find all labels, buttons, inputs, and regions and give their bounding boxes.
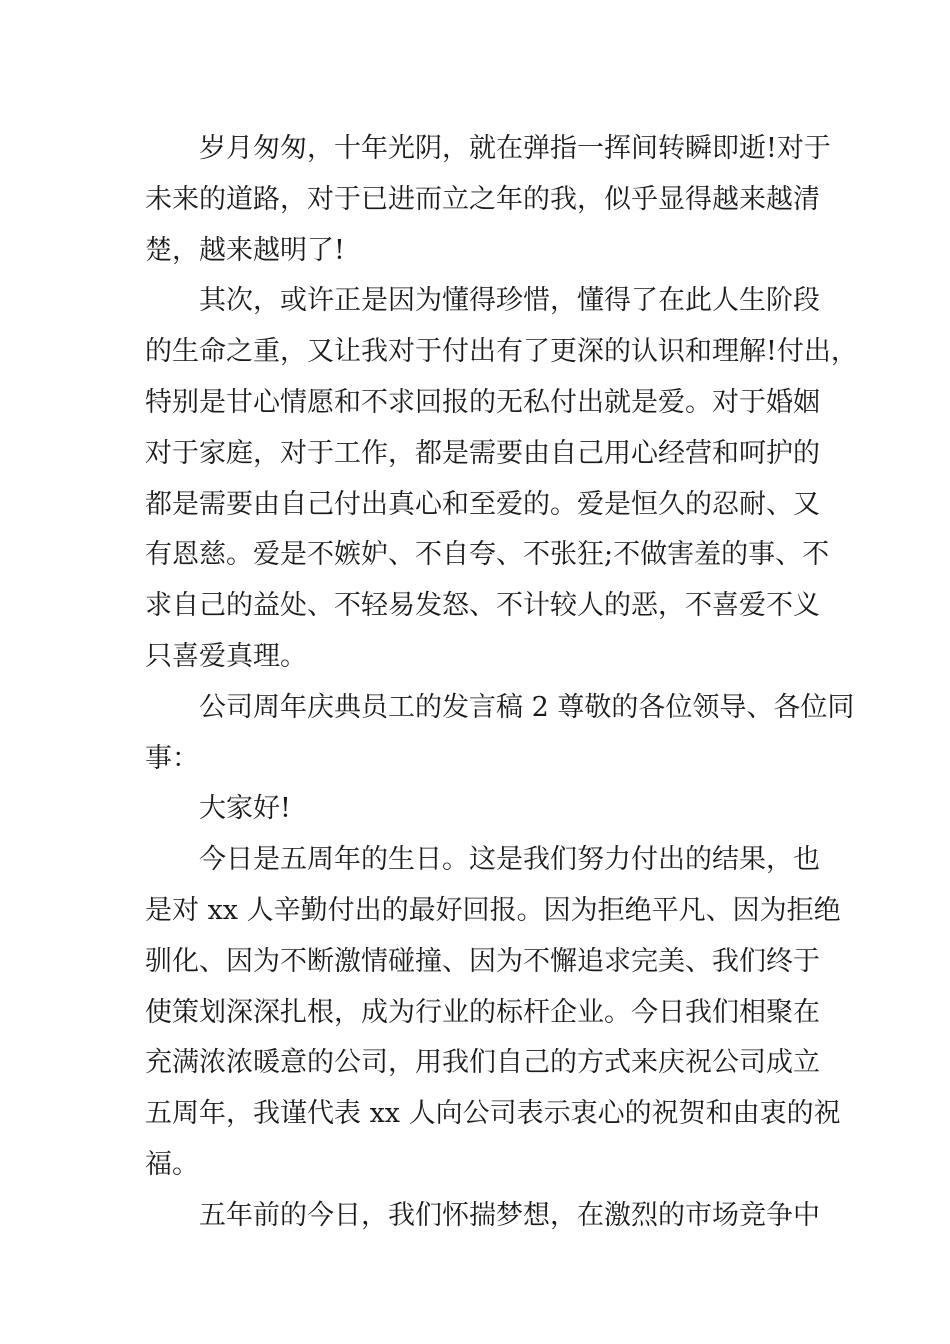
text-line: 大家好! <box>199 793 291 825</box>
text-line: 有恩慈。爱是不嫉妒、不自夸、不张狂;不做害羞的事、不 <box>145 539 830 571</box>
text-line: 五年前的今日，我们怀揣梦想，在激烈的市场竞争中 <box>199 1199 820 1231</box>
text-line: 只喜爱真理。 <box>145 640 307 672</box>
text-line: 求自己的益处、不轻易发怒、不计较人的恶，不喜爱不义 <box>145 590 820 622</box>
paragraph <box>145 784 809 835</box>
text-line: 岁月匆匆，十年光阴，就在弹指一挥间转瞬即逝!对于 <box>199 133 831 164</box>
paragraph <box>145 835 841 1191</box>
paragraph <box>145 124 831 276</box>
text-line: 福。 <box>145 1148 199 1180</box>
text-line: 特别是甘心情愿和不求回报的无私付出就是爱。对于婚姻 <box>145 386 820 418</box>
text-line: 事： <box>145 742 199 774</box>
text-line: 充满浓浓暖意的公司，用我们自己的方式来庆祝公司成立 <box>145 1047 820 1079</box>
paragraph <box>145 1191 820 1242</box>
text-line: 驯化、因为不断激情碰撞、因为不懈追求完美、我们终于 <box>145 945 820 977</box>
document-body <box>145 124 858 1242</box>
text-line: 未来的道路，对于已进而立之年的我，似乎显得越来越清 <box>145 183 820 215</box>
text-line: 对于家庭，对于工作，都是需要由自己用心经营和呵护的 <box>145 437 820 469</box>
text-line: 楚，越来越明了! <box>145 234 345 266</box>
text-line: 其次，或许正是因为懂得珍惜，懂得了在此人生阶段 <box>199 285 820 317</box>
text-line: 今日是五周年的生日。这是我们努力付出的结果，也 <box>199 844 820 876</box>
text-line: 公司周年庆典员工的发言稿 2 尊敬的各位领导、各位同 <box>199 691 855 723</box>
text-line: 使策划深深扎根，成为行业的标杆企业。今日我们相聚在 <box>145 996 820 1028</box>
text-line: 五周年，我谨代表 xx 人向公司表示衷心的祝贺和由衷的祝 <box>145 1098 841 1130</box>
paragraph <box>145 276 858 682</box>
text-line: 是对 xx 人辛勤付出的最好回报。因为拒绝平凡、因为拒绝 <box>145 894 841 926</box>
text-line: 都是需要由自己付出真心和至爱的。爱是恒久的忍耐、又 <box>145 488 820 520</box>
paragraph <box>145 683 855 785</box>
text-line: 的生命之重，又让我对于付出有了更深的认识和理解!付出， <box>145 336 858 368</box>
